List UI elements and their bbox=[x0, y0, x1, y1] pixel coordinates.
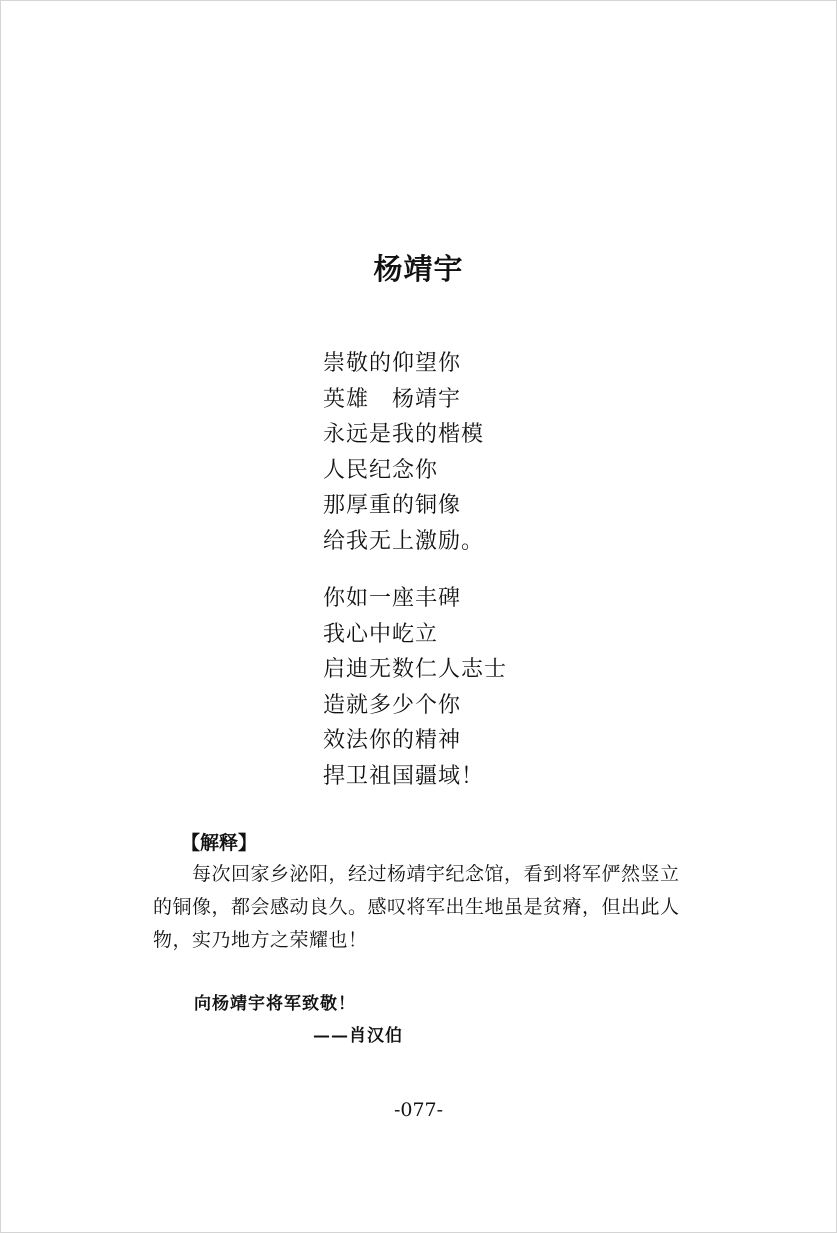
note-paragraph: 每次回家乡泌阳，经过杨靖宇纪念馆，看到将军俨然竖立的铜像，都会感动良久。感叹将军出生地虽是贫瘠，但出此人物，实乃地方之荣耀也！ bbox=[153, 863, 680, 951]
note-body bbox=[153, 858, 693, 957]
poem-stanza-2 bbox=[323, 581, 507, 794]
poem-line: 崇敬的仰望你 bbox=[323, 351, 462, 376]
poem-line: 捍卫祖国疆域！ bbox=[323, 763, 485, 789]
poem-line: 我心中屹立 bbox=[323, 621, 439, 647]
poem-line: 永远是我的楷模 bbox=[323, 422, 485, 447]
closing-salute: 向杨靖宇将军致敬！ bbox=[194, 994, 356, 1014]
page-number: -077- bbox=[393, 1099, 444, 1121]
poem-line: 给我无上激励。 bbox=[323, 528, 485, 554]
poem-line: 造就多少个你 bbox=[323, 692, 462, 718]
poem-line: 效法你的精神 bbox=[323, 728, 462, 753]
poem-stanza-1 bbox=[323, 346, 484, 559]
poem-title: 杨靖宇 bbox=[373, 252, 464, 286]
note-heading: 【解释】 bbox=[181, 832, 258, 854]
poem-line: 人民纪念你 bbox=[323, 457, 439, 483]
poem-line: 你如一座丰碑 bbox=[323, 586, 462, 611]
author-signature: ——肖汉伯 bbox=[313, 1026, 403, 1046]
poem-line: 启迪无数仁人志士 bbox=[323, 657, 508, 682]
poem-line: 英雄 杨靖宇 bbox=[323, 386, 462, 412]
poem-line: 那厚重的铜像 bbox=[323, 493, 462, 518]
